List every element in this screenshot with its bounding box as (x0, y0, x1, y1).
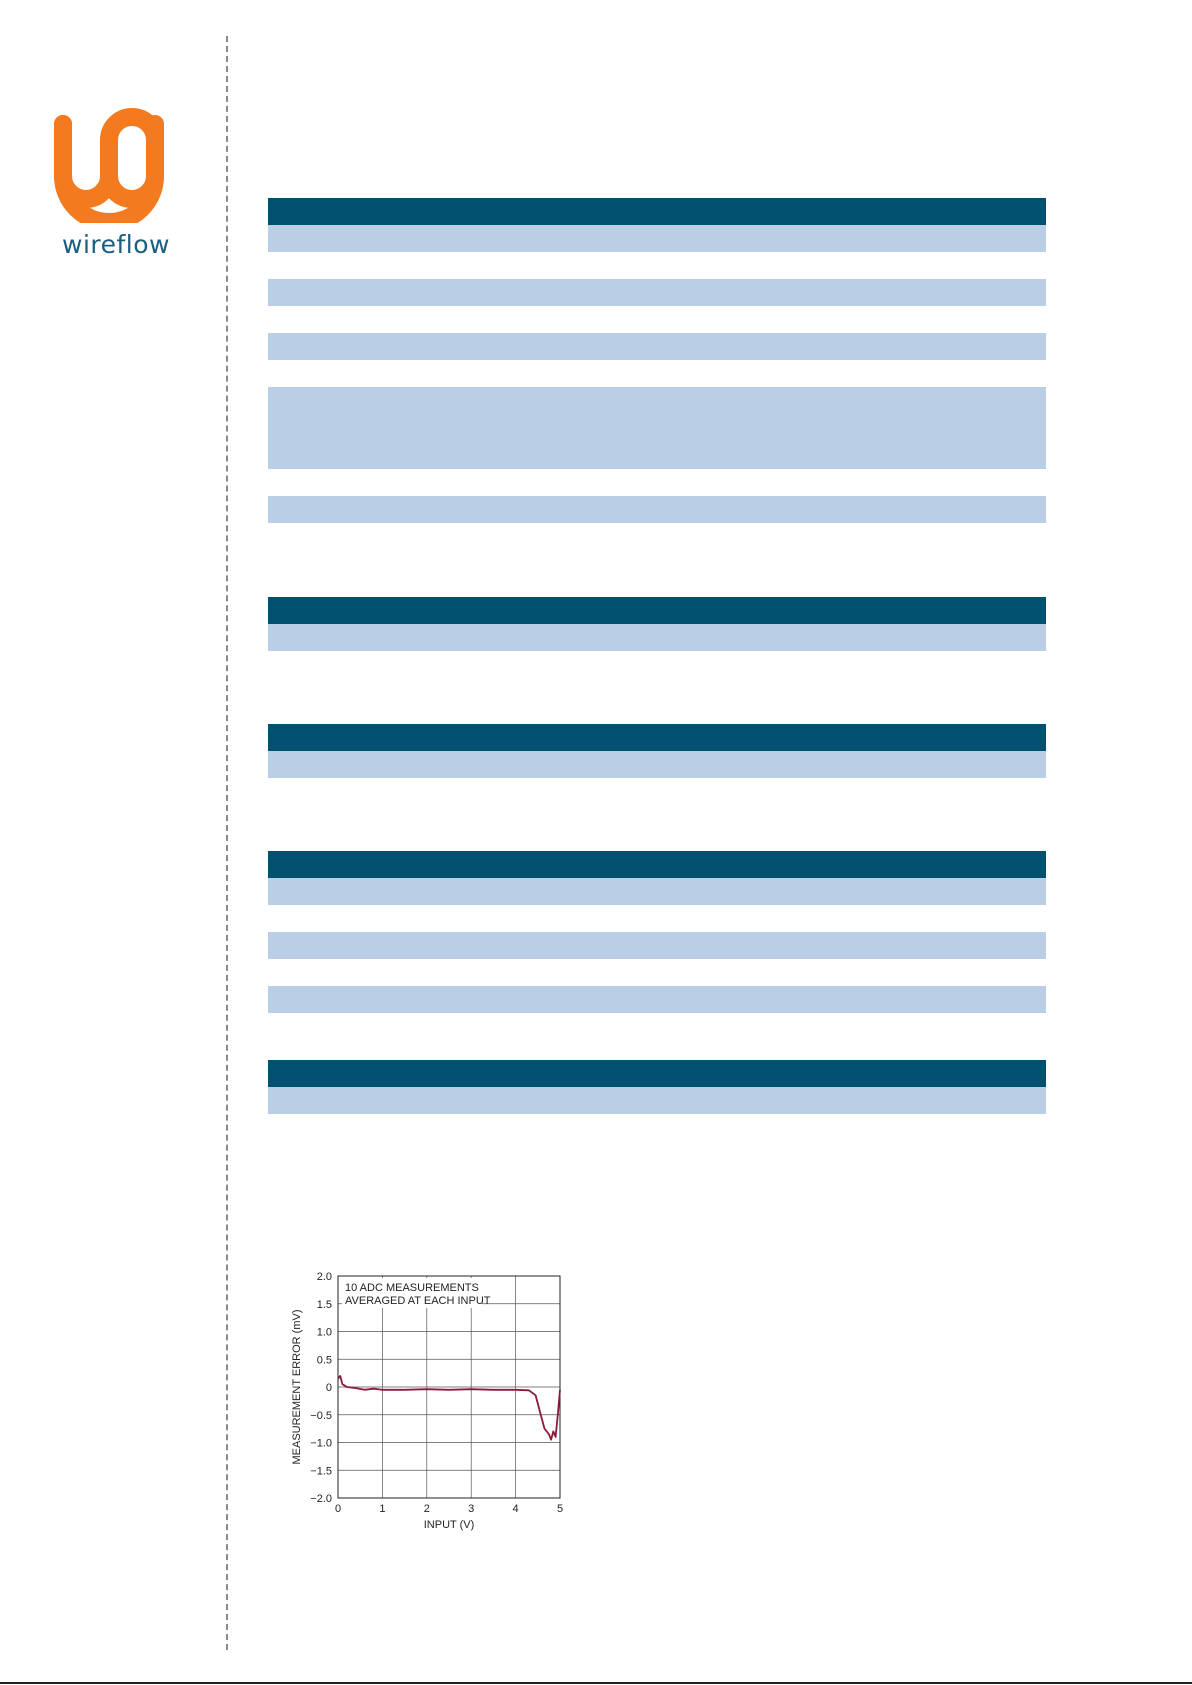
table-row (268, 279, 1046, 306)
table-row (268, 986, 1046, 1013)
page-divider (226, 36, 228, 1650)
table-row (268, 333, 1046, 360)
y-axis-label: MEASUREMENT ERROR (mV) (291, 1309, 303, 1465)
table-row (268, 360, 1046, 387)
table-row (268, 878, 1046, 905)
table-row (268, 496, 1046, 523)
spec-table-1 (268, 198, 1046, 523)
x-tick-label: 2 (423, 1503, 430, 1515)
y-tick-label: −2.0 (310, 1493, 332, 1505)
table-header (268, 597, 1046, 624)
y-tick-label: −1.5 (310, 1465, 332, 1478)
annotation-text: AVERAGED AT EACH INPUT (345, 1295, 491, 1307)
x-tick-label: 3 (468, 1503, 475, 1515)
table-row (268, 905, 1046, 932)
x-tick-label: 4 (512, 1503, 519, 1515)
table-row (268, 932, 1046, 959)
table-row (268, 751, 1046, 778)
spec-table-3 (268, 724, 1046, 778)
measurement-error-chart (290, 1268, 570, 1542)
y-tick-label: −1.0 (310, 1437, 332, 1450)
page-bottom-rule (0, 1682, 1192, 1684)
x-tick-label: 1 (379, 1503, 386, 1515)
wireflow-logo (48, 88, 184, 268)
table-row (268, 306, 1046, 333)
y-tick-label: −0.5 (310, 1409, 332, 1422)
brand-wordmark: wireflow (62, 230, 170, 259)
y-tick-label: 0.5 (316, 1354, 332, 1367)
annotation-text: 10 ADC MEASUREMENTS (345, 1282, 479, 1294)
wireflow-w-icon (48, 88, 184, 223)
x-tick-label: 5 (556, 1503, 564, 1515)
y-tick-label: 1.0 (316, 1326, 332, 1339)
table-row (268, 387, 1046, 469)
y-tick-label: 0 (325, 1382, 332, 1394)
x-tick-label: 0 (334, 1503, 342, 1515)
y-tick-label: 1.5 (316, 1298, 332, 1311)
table-header (268, 198, 1046, 225)
table-header (268, 1060, 1046, 1087)
table-row (268, 1087, 1046, 1114)
table-row (268, 469, 1046, 496)
y-tick-label: 2.0 (316, 1271, 332, 1283)
spec-table-4 (268, 851, 1046, 1013)
table-header (268, 851, 1046, 878)
table-row (268, 252, 1046, 279)
table-row (268, 624, 1046, 651)
table-header (268, 724, 1046, 751)
table-row (268, 225, 1046, 252)
spec-table-5 (268, 1060, 1046, 1114)
table-row (268, 959, 1046, 986)
x-axis-label: INPUT (V) (423, 1519, 475, 1531)
spec-table-2 (268, 597, 1046, 651)
series-line (338, 1376, 560, 1440)
